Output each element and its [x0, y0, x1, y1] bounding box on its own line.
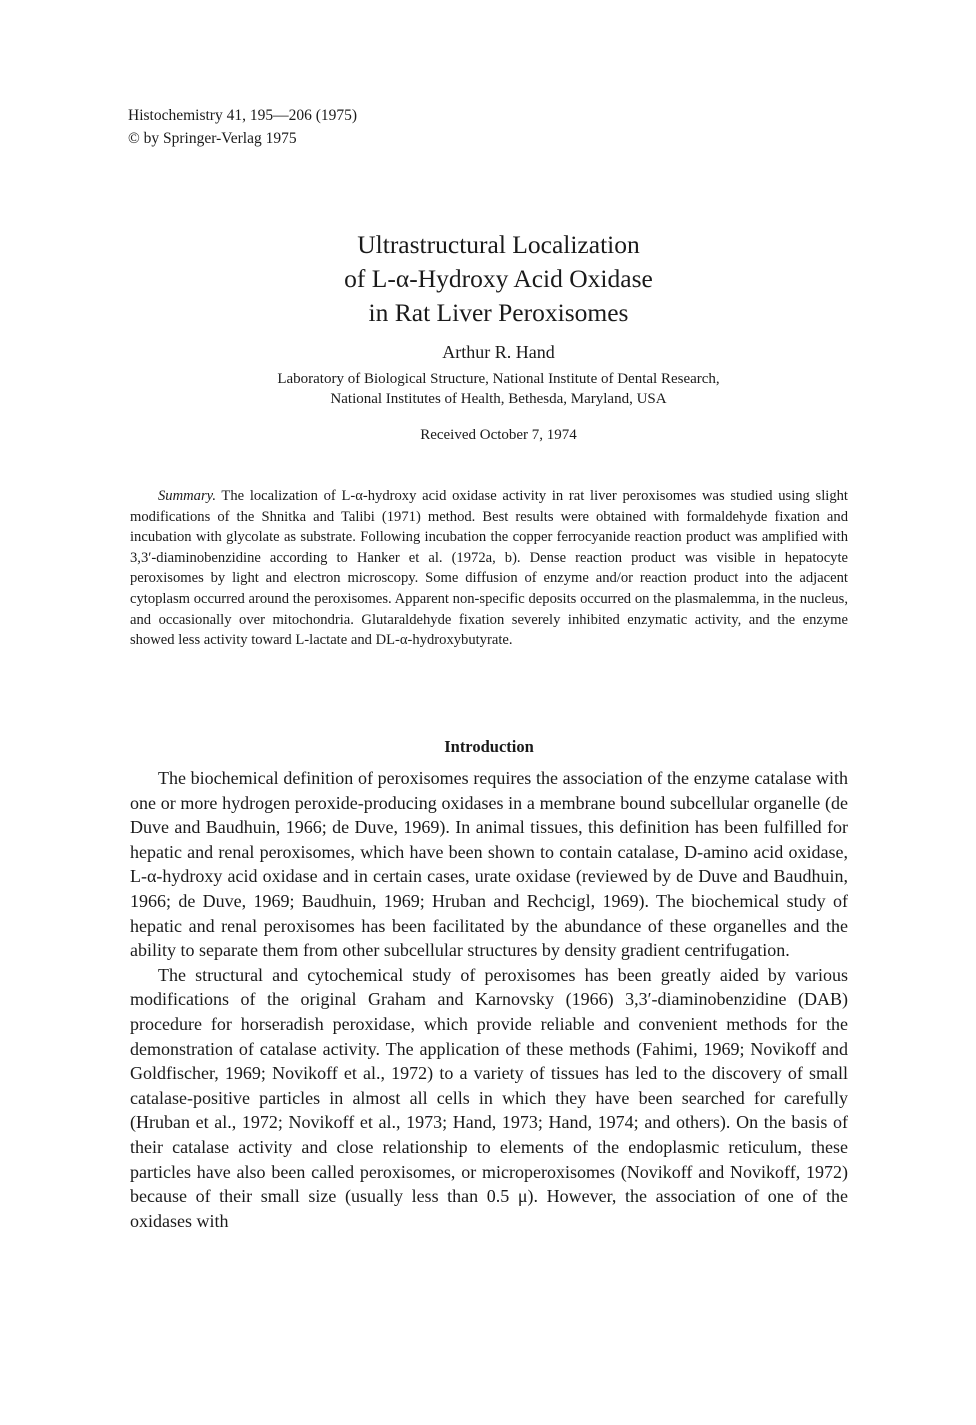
title-line: Ultrastructural Localization — [357, 230, 640, 259]
title-block — [100, 228, 897, 445]
copyright-line: © by Springer-Verlag 1975 — [128, 130, 297, 147]
journal-header — [128, 104, 357, 150]
summary-label: Summary. — [158, 488, 216, 504]
summary-abstract — [130, 486, 848, 651]
journal-citation: Histochemistry 41, 195—206 (1975) — [128, 107, 358, 124]
author-name: Arthur R. Hand — [442, 342, 555, 362]
title-line: in Rat Liver Peroxisomes — [368, 298, 629, 327]
article-title — [100, 228, 897, 330]
body-paragraph: The structural and cytochemical study of peroxisomes has been greatly aided by various modifications of the original Graham and Karnovsky (1966) 3,3′-diaminobenzidine (DAB) procedure for horseradish peroxidase, which provide reliable and convenient methods for the demonstration of catalase activity. The application of these methods (Fahimi, 1969; Novikoff and Goldfischer, 1969; Novikoff et al., 1972) to a variety of tissues has led to the discovery of small catalase-positive particles in almost all cells in which they have been searched for carefully (Hruban et al., 1972; Novikoff et al., 1973; Hand, 1973; Hand, 1974; and others). On the basis of their catalase activity and close relationship to elements of the endoplasmic reticulum, these particles have also been called peroxisomes, or microperoxisomes (Novikoff and Novikoff, 1972) because of their small size (usually less than 0.5 μ). However, the association of one of the oxidases with — [130, 964, 848, 1231]
section-heading-introduction: Introduction — [444, 737, 534, 756]
introduction-body — [130, 766, 848, 1233]
title-line: of L-α-Hydroxy Acid Oxidase — [344, 264, 653, 293]
affiliation — [100, 369, 897, 409]
received-date: Received October 7, 1974 — [420, 427, 577, 443]
affiliation-line: Laboratory of Biological Structure, National Institute of Dental Research, — [277, 371, 720, 387]
affiliation-line: National Institutes of Health, Bethesda, Maryland, USA — [330, 391, 667, 407]
body-paragraph: The biochemical definition of peroxisomes requires the association of the enzyme catalase with one or more hydrogen peroxide-producing oxidases in a membrane bound subcellular organelle (de Duve and Baudhuin, 1966; de Duve, 1969). In animal tissues, this definition has been fulfilled for hepatic and renal peroxisomes, which have been shown to contain catalase, D-amino acid oxidase, L-α-hydroxy acid oxidase and in certain cases, urate oxidase (reviewed by de Duve and Baudhuin, 1966; de Duve, 1969; Baudhuin, 1969; Hruban and Rechcigl, 1969). The biochemical study of hepatic and renal peroxisomes has been facilitated by the abundance of these organelles and the ability to separate them from other subcellular structures by density gradient centrifugation. — [130, 768, 848, 961]
summary-text: The localization of L-α-hydroxy acid oxidase activity in rat liver peroxisomes was studied using slight modifications of the Shnitka and Talibi (1971) method. Best results were obtained with formaldehyde fixation and incubation with glycolate as substrate. Following incubation the copper ferrocyanide reaction product was amplified with 3,3′-diaminobenzidine according to Hanker et al. (1972a, b). Dense reaction product was visible in hepatocyte peroxisomes by light and electron microscopy. Some diffusion of enzyme and/or reaction product into the adjacent cytoplasm occurred around the peroxisomes. Apparent non-specific deposits occurred on the plasmalemma, in the nucleus, and occasionally over mitochondria. Glutaraldehyde fixation severely inhibited enzymatic activity, and the enzyme showed less activity toward L-lactate and DL-α-hydroxybutyrate. — [130, 488, 848, 649]
